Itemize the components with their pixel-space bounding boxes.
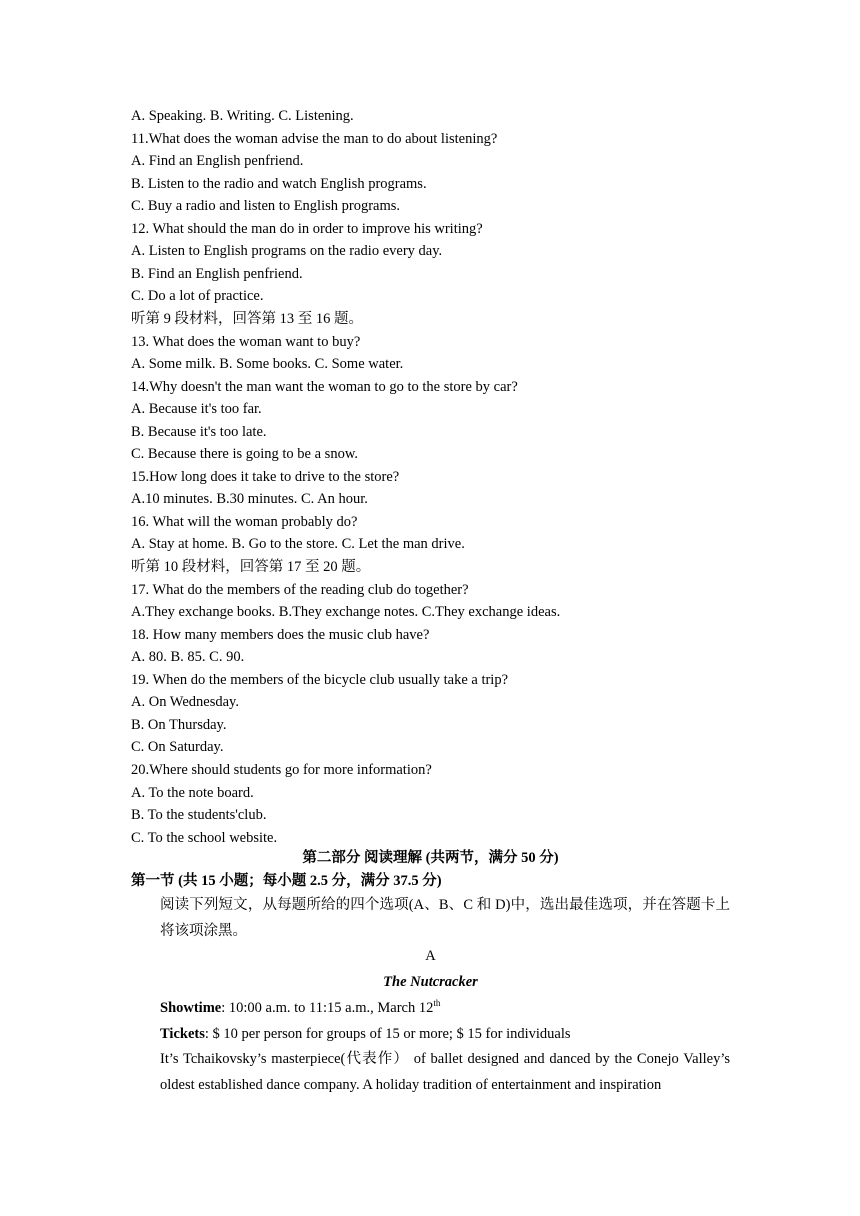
text-line: A.They exchange books. B.They exchange notes. C.They exchange ideas.: [131, 604, 561, 621]
text-line: A. On Wednesday.: [131, 694, 239, 711]
text-line: 15.How long does it take to drive to the store?: [131, 468, 400, 485]
text-line: 14.Why doesn't the man want the woman to go to the store by car?: [131, 378, 518, 395]
passage-letter: A: [425, 948, 436, 964]
part2-heading: 第二部分 阅读理解 (共两节，满分 50 分): [302, 850, 559, 866]
text-line: 16. What will the woman probably do?: [131, 513, 358, 530]
instructions-text: 阅读下列短文，从每题所给的四个选项(A、B、C 和 D)中，选出最佳选项，并在答题卡上将该项涂黑。: [160, 897, 730, 939]
body-paragraph-text: It’s Tchaikovsky’s masterpiece(代表作） of ballet designed and danced by the Conejo Valley’s oldest established dance company. A holiday tradition of entertainment and inspiration: [160, 1051, 730, 1093]
text-line: 12. What should the man do in order to improve his writing?: [131, 220, 483, 237]
body-paragraph: [131, 1046, 730, 1098]
text-line: A.10 minutes. B.30 minutes. C. An hour.: [131, 491, 368, 508]
text-line: B. Listen to the radio and watch English programs.: [131, 175, 427, 192]
text-line: C. Do a lot of practice.: [131, 288, 264, 305]
text-line: 18. How many members does the music club have?: [131, 626, 430, 643]
tickets-label: Tickets: [160, 1026, 205, 1042]
text-line: A. Speaking. B. Writing. C. Listening.: [131, 108, 354, 124]
text-line: C. Because there is going to be a snow.: [131, 446, 358, 463]
text-line: 17. What do the members of the reading club do together?: [131, 581, 469, 598]
text-line: A. Stay at home. B. Go to the store. C. Let the man drive.: [131, 536, 465, 553]
text-line: B. On Thursday.: [131, 716, 227, 733]
instructions-paragraph: [131, 892, 730, 944]
section1-heading: 第一节 (共 15 小题；每小题 2.5 分，满分 37.5 分): [131, 873, 442, 889]
showtime-text: : 10:00 a.m. to 11:15 a.m., March 12: [221, 1000, 434, 1016]
text-line: 听第 9 段材料，回答第 13 至 16 题。: [131, 310, 363, 327]
text-line: 听第 10 段材料，回答第 17 至 20 题。: [131, 559, 371, 575]
showtime-line: [160, 999, 440, 1017]
showtime-superscript: th: [433, 998, 441, 1009]
text-line: 11.What does the woman advise the man to do about listening?: [131, 130, 498, 147]
showtime-label: Showtime: [160, 1000, 222, 1016]
text-line: 13. What does the woman want to buy?: [131, 333, 361, 350]
text-line: A. Listen to English programs on the radio every day.: [131, 243, 443, 260]
text-line: B. To the students'club.: [131, 807, 267, 824]
text-line: A. Some milk. B. Some books. C. Some water.: [131, 356, 404, 373]
tickets-line: [160, 1025, 571, 1043]
text-line: C. On Saturday.: [131, 739, 224, 756]
text-line: 20.Where should students go for more information?: [131, 761, 432, 778]
text-line: A. 80. B. 85. C. 90.: [131, 649, 245, 666]
text-line: A. To the note board.: [131, 784, 254, 801]
passage-title: The Nutcracker: [383, 974, 478, 990]
text-line: C. To the school website.: [131, 829, 278, 846]
text-line: A. Find an English penfriend.: [131, 153, 304, 170]
text-line: B. Because it's too late.: [131, 423, 267, 440]
tickets-text: : $ 10 per person for groups of 15 or more; $ 15 for individuals: [204, 1026, 571, 1042]
text-line: 19. When do the members of the bicycle club usually take a trip?: [131, 671, 509, 688]
text-line: C. Buy a radio and listen to English programs.: [131, 198, 401, 215]
text-line: A. Because it's too far.: [131, 401, 262, 418]
text-line: B. Find an English penfriend.: [131, 265, 303, 282]
